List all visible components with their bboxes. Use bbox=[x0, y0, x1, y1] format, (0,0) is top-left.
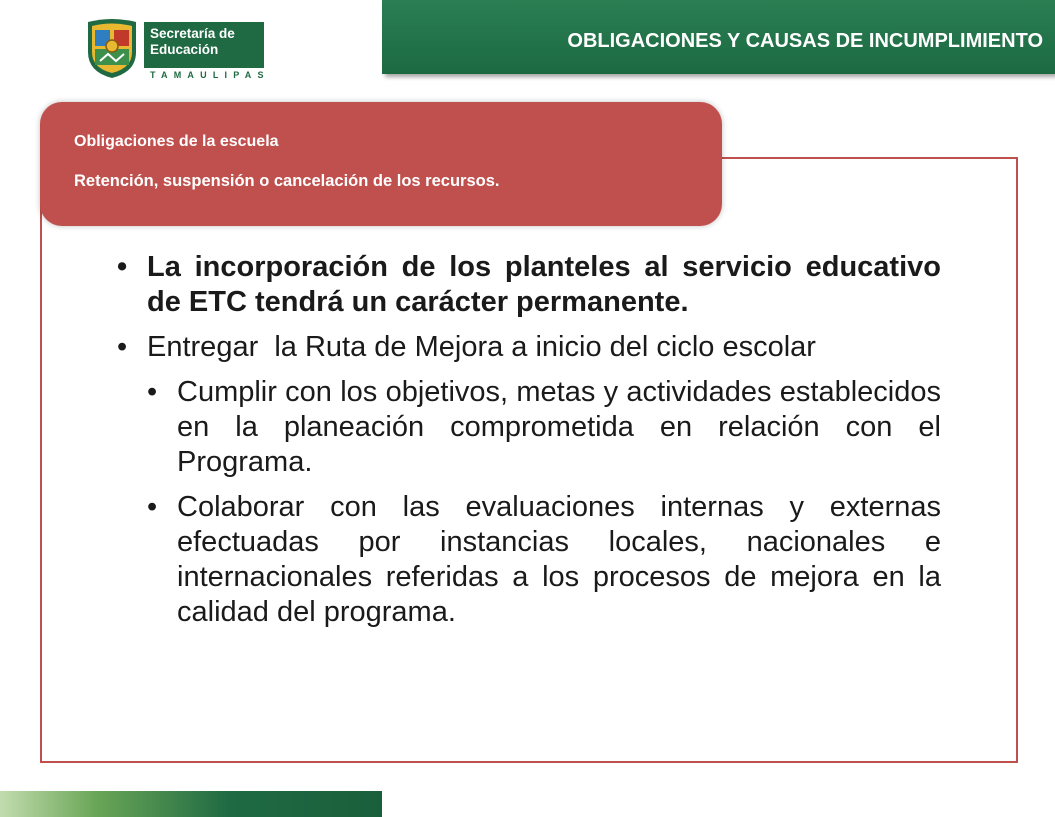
state-crest-icon bbox=[80, 16, 144, 80]
tab-subheading: Retención, suspensión o cancelación de los recursos. bbox=[74, 172, 500, 190]
header-bar bbox=[382, 0, 1055, 74]
bullet-list bbox=[117, 250, 941, 640]
list-item-text: Cumplir con los objetivos, metas y actividades establecidos en la planeación comprometida en relación con el Programa. bbox=[177, 376, 941, 478]
brand-box bbox=[144, 22, 264, 68]
tab-heading: Obligaciones de la escuela bbox=[74, 133, 279, 150]
brand-name-line1: Secretaría de bbox=[150, 26, 235, 41]
list-item bbox=[117, 375, 941, 480]
page-title: OBLIGACIONES Y CAUSAS DE INCUMPLIMIENTO bbox=[567, 30, 1043, 52]
bullet-icon: • bbox=[117, 251, 128, 283]
list-item bbox=[117, 490, 941, 630]
brand-state-name: TAMAULIPAS bbox=[150, 70, 270, 80]
list-item-text: Entregar la Ruta de Mejora a inicio del ciclo escolar bbox=[147, 331, 816, 363]
list-item-text: La incorporación de los planteles al servicio educativo de ETC tendrá un carácter permanente. bbox=[147, 251, 941, 318]
footer-gradient-bar bbox=[0, 791, 382, 817]
list-item-text: Colaborar con las evaluaciones internas y externas efectuadas por instancias locales, nacionales e internacionales referidas a los procesos de mejora en la calidad del programa. bbox=[177, 491, 941, 628]
section-tab bbox=[40, 102, 722, 226]
bullet-icon: • bbox=[147, 376, 158, 408]
bullet-icon: • bbox=[117, 331, 128, 363]
brand-name-line2: Educación bbox=[150, 42, 219, 57]
list-item bbox=[117, 250, 941, 320]
list-item bbox=[117, 330, 941, 365]
sep-tamaulipas-logo bbox=[80, 16, 270, 80]
bullet-icon: • bbox=[147, 491, 158, 523]
